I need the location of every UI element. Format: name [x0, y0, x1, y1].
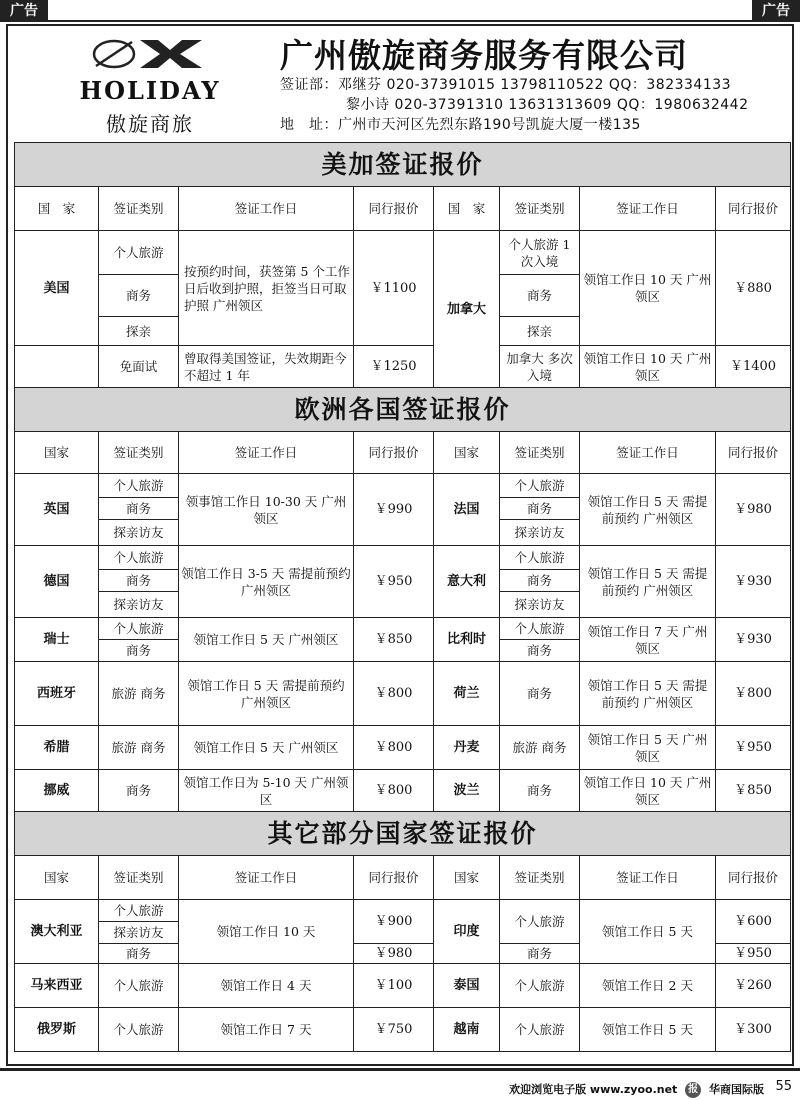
visa-type: 商务: [99, 275, 179, 317]
visa-type: 个人旅游: [500, 1008, 580, 1052]
col-header-work: 签证工作日: [580, 432, 716, 474]
footer-edition: 华商国际版: [709, 1083, 764, 1096]
work-days: 领馆工作日为 5-10 天 广州领区: [179, 770, 354, 812]
country-uk: 英国: [15, 474, 99, 546]
col-header-type: 签证类别: [500, 432, 580, 474]
contact-line-2: 黎小诗 020-37391310 13631313609 QQ：1980632442: [346, 97, 749, 113]
work-days: 领馆工作日 5 天: [580, 900, 716, 964]
visa-type: 商务: [99, 770, 179, 812]
section-title-europe: 欧洲各国签证报价: [15, 388, 791, 432]
col-header-price: 同行报价: [354, 856, 434, 900]
table-header-row: [15, 432, 791, 474]
price: ￥900: [354, 900, 434, 944]
section-title-us-canada: 美加签证报价: [15, 143, 791, 187]
col-header-work: 签证工作日: [179, 187, 354, 231]
country-russia: 俄罗斯: [15, 1008, 99, 1052]
visa-type: 个人旅游: [99, 474, 179, 498]
top-rule: [0, 20, 800, 22]
price: ￥1400: [716, 346, 791, 388]
visa-type: 个人旅游: [500, 474, 580, 498]
col-header-country: 国家: [434, 856, 500, 900]
footer-text: [509, 1081, 764, 1098]
table-header-row: [15, 187, 791, 231]
visa-type: 旅游 商务: [99, 662, 179, 726]
ox-logo-icon: [88, 36, 208, 72]
price: ￥260: [716, 964, 791, 1008]
price: ￥850: [716, 770, 791, 812]
visa-type: 探亲访友: [99, 922, 179, 944]
work-days: 领馆工作日 10 天 广州领区: [580, 231, 716, 346]
col-header-price: 同行报价: [716, 432, 791, 474]
header: [8, 26, 792, 138]
price: ￥950: [716, 726, 791, 770]
visa-type: 旅游 商务: [99, 726, 179, 770]
country-germany: 德国: [15, 546, 99, 618]
country-france: 法国: [434, 474, 500, 546]
visa-type: 商务: [99, 640, 179, 662]
col-header-type: 签证类别: [500, 856, 580, 900]
visa-type: 个人旅游: [500, 618, 580, 640]
price: ￥990: [354, 474, 434, 546]
work-days: 领馆工作日 5 天 需提前预约 广州领区: [580, 662, 716, 726]
price: ￥950: [716, 944, 791, 964]
section-title-other: 其它部分国家签证报价: [15, 812, 791, 856]
price: ￥930: [716, 618, 791, 662]
col-header-price: 同行报价: [354, 187, 434, 231]
ad-tag-right: 广告: [752, 0, 800, 22]
country-india: 印度: [434, 900, 500, 964]
price: ￥1250: [354, 346, 434, 388]
visa-type: 商务: [500, 944, 580, 964]
country-greece: 希腊: [15, 726, 99, 770]
col-header-work: 签证工作日: [580, 187, 716, 231]
price: ￥850: [354, 618, 434, 662]
country-netherlands: 荷兰: [434, 662, 500, 726]
country-vietnam: 越南: [434, 1008, 500, 1052]
col-header-type: 签证类别: [99, 856, 179, 900]
work-days: 领馆工作日 5 天 广州领区: [179, 726, 354, 770]
col-header-type: 签证类别: [500, 187, 580, 231]
country-norway: 挪威: [15, 770, 99, 812]
col-header-work: 签证工作日: [179, 856, 354, 900]
country-malaysia: 马来西亚: [15, 964, 99, 1008]
visa-type: 商务: [500, 570, 580, 592]
contact-line-1: 签证部：邓继芬 020-37391015 13798110522 QQ：382334133: [280, 77, 732, 93]
table-header-row: [15, 856, 791, 900]
work-days: 领馆工作日 5 天 需提前预约 广州领区: [580, 474, 716, 546]
visa-type: 旅游 商务: [500, 726, 580, 770]
price: ￥300: [716, 1008, 791, 1052]
visa-type: 加拿大 多次入境: [500, 346, 580, 388]
visa-type: 探亲: [99, 317, 179, 346]
work-days: 领馆工作日 7 天: [179, 1008, 354, 1052]
visa-type: 个人旅游: [500, 900, 580, 944]
visa-type: 商务: [99, 570, 179, 592]
visa-type: 个人旅游: [99, 546, 179, 570]
work-days: 领馆工作日 10 天: [179, 900, 354, 964]
footer-website[interactable]: 欢迎浏览电子版 www.zyoo.net: [509, 1083, 678, 1096]
visa-type: 个人旅游: [500, 546, 580, 570]
visa-type: 探亲访友: [99, 520, 179, 546]
work-days: 领馆工作日 5 天 广州领区: [580, 726, 716, 770]
col-header-country: 国 家: [15, 187, 99, 231]
col-header-type: 签证类别: [99, 432, 179, 474]
page-footer: [0, 1068, 800, 1100]
price: ￥880: [716, 231, 791, 346]
visa-type: 商务: [99, 944, 179, 964]
visa-type: 商务: [500, 275, 580, 317]
visa-type: 商务: [500, 640, 580, 662]
col-header-work: 签证工作日: [179, 432, 354, 474]
work-days: 领馆工作日 7 天 广州领区: [580, 618, 716, 662]
work-days: 领馆工作日 4 天: [179, 964, 354, 1008]
price: ￥930: [716, 546, 791, 618]
visa-type: 个人旅游: [99, 900, 179, 922]
country-belgium: 比利时: [434, 618, 500, 662]
price: ￥950: [354, 546, 434, 618]
visa-type: 免面试: [99, 346, 179, 388]
price: ￥800: [354, 662, 434, 726]
logo-chinese-name: 傲旋商旅: [106, 112, 194, 136]
col-header-country: 国家: [15, 432, 99, 474]
ad-tag-left: 广告: [0, 0, 48, 22]
visa-price-table: [14, 142, 791, 1052]
country-usa: 美国: [15, 231, 99, 346]
country-poland: 波兰: [434, 770, 500, 812]
address-line: 地 址：广州市天河区先烈东路190号凯旋大厦一楼135: [280, 117, 641, 133]
price: ￥980: [354, 944, 434, 964]
col-header-work: 签证工作日: [580, 856, 716, 900]
us-row-no-interview-spacer: [15, 346, 99, 388]
price: ￥980: [716, 474, 791, 546]
price: ￥600: [716, 900, 791, 944]
price: ￥1100: [354, 231, 434, 346]
col-header-price: 同行报价: [716, 187, 791, 231]
work-days: 领馆工作日 5 天 需提前预约 广州领区: [580, 546, 716, 618]
visa-type: 个人旅游: [99, 618, 179, 640]
page-number: 55: [775, 1079, 792, 1094]
country-switzerland: 瑞士: [15, 618, 99, 662]
country-italy: 意大利: [434, 546, 500, 618]
country-denmark: 丹麦: [434, 726, 500, 770]
company-name: 广州傲旋商务服务有限公司: [280, 36, 688, 75]
visa-type: 个人旅游 1 次入境: [500, 231, 580, 275]
logo: [30, 34, 270, 136]
col-header-price: 同行报价: [716, 856, 791, 900]
visa-type: 探亲访友: [500, 520, 580, 546]
work-days: 领馆工作日 5 天 广州领区: [179, 618, 354, 662]
price: ￥100: [354, 964, 434, 1008]
visa-type: 商务: [99, 498, 179, 520]
work-days: 领馆工作日 5 天 需提前预约 广州领区: [179, 662, 354, 726]
col-header-country: 国家: [15, 856, 99, 900]
work-days: 按预约时间，获签第 5 个工作日后收到护照，拒签当日可取护照 广州领区: [179, 231, 354, 346]
country-thailand: 泰国: [434, 964, 500, 1008]
visa-type: 商务: [500, 498, 580, 520]
price: ￥800: [354, 770, 434, 812]
advert-frame: [6, 24, 794, 1066]
work-days: 领馆工作日 10 天 广州领区: [580, 770, 716, 812]
country-australia: 澳大利亚: [15, 900, 99, 964]
work-days: 领馆工作日 5 天: [580, 1008, 716, 1052]
country-canada: 加拿大: [434, 231, 500, 388]
col-header-type: 签证类别: [99, 187, 179, 231]
visa-type: 个人旅游: [99, 1008, 179, 1052]
work-days: 领事馆工作日 10-30 天 广州领区: [179, 474, 354, 546]
visa-type: 商务: [500, 770, 580, 812]
visa-type: 个人旅游: [99, 231, 179, 275]
visa-type: 商务: [500, 662, 580, 726]
visa-type: 探亲访友: [99, 592, 179, 618]
visa-type: 探亲访友: [500, 592, 580, 618]
col-header-country: 国家: [434, 432, 500, 474]
visa-type: 探亲: [500, 317, 580, 346]
price: ￥800: [716, 662, 791, 726]
visa-type: 个人旅游: [99, 964, 179, 1008]
work-days: 领馆工作日 2 天: [580, 964, 716, 1008]
price: ￥800: [354, 726, 434, 770]
country-spain: 西班牙: [15, 662, 99, 726]
visa-type: 个人旅游: [500, 964, 580, 1008]
work-days: 曾取得美国签证，失效期距今不超过 1 年: [179, 346, 354, 388]
work-days: 领馆工作日 3-5 天 需提前预约 广州领区: [179, 546, 354, 618]
work-days: 领馆工作日 10 天 广州领区: [580, 346, 716, 388]
price: ￥750: [354, 1008, 434, 1052]
col-header-price: 同行报价: [354, 432, 434, 474]
col-header-country: 国 家: [434, 187, 500, 231]
newspaper-badge-icon: 报: [685, 1082, 701, 1098]
logo-wordmark: HOLIDAY: [79, 76, 221, 105]
